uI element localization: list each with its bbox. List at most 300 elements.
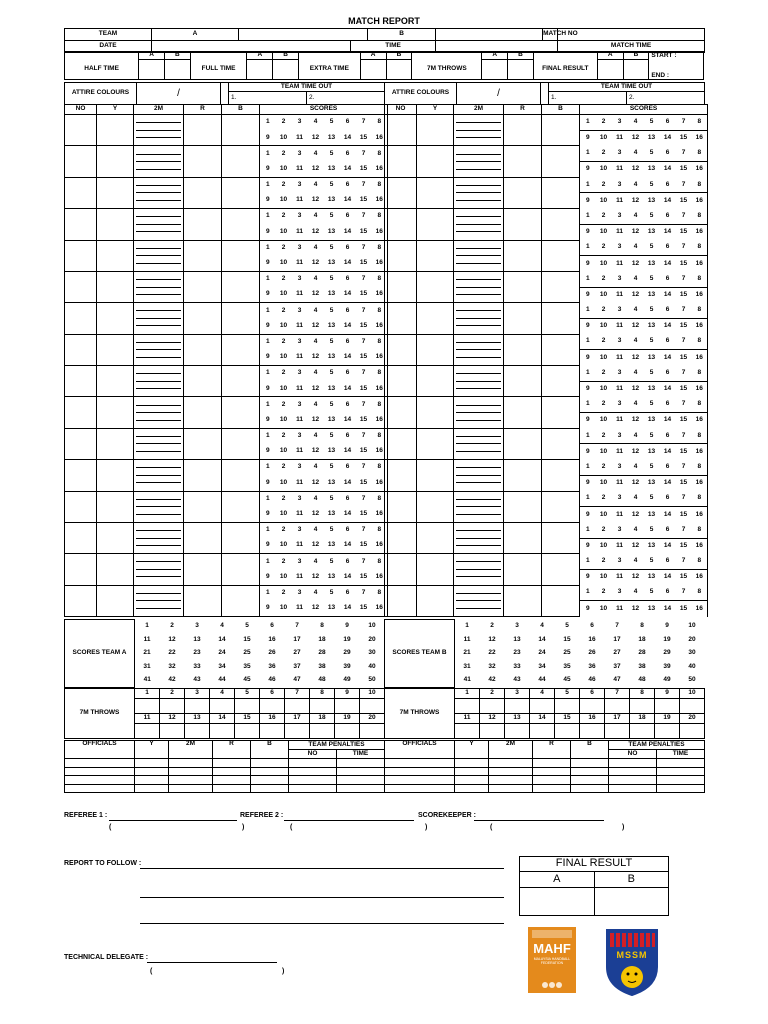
score-tick[interactable]: 15 — [679, 322, 688, 330]
score-tick[interactable]: 5 — [644, 303, 660, 319]
player-no-field[interactable] — [65, 334, 97, 365]
official-cell[interactable] — [251, 776, 289, 785]
goal-number[interactable]: 18 — [638, 635, 646, 643]
player-b-field[interactable] — [542, 177, 580, 208]
score-tick[interactable]: 12 — [308, 475, 324, 491]
goal-number[interactable]: 39 — [343, 662, 351, 670]
player-no-field[interactable] — [385, 209, 417, 240]
score-tick[interactable]: 4 — [628, 240, 644, 256]
score-tick[interactable]: 15 — [356, 130, 372, 146]
player-no-field[interactable] — [385, 428, 417, 459]
score-tick[interactable]: 5 — [329, 118, 334, 126]
goal-number[interactable]: 47 — [293, 676, 301, 684]
score-tick[interactable]: 9 — [260, 381, 276, 397]
player-r-field[interactable] — [184, 209, 222, 240]
goal-number[interactable]: 43 — [513, 676, 521, 684]
score-tick[interactable]: 5 — [644, 397, 660, 413]
player-2m-field[interactable] — [454, 428, 504, 459]
goal-number[interactable]: 11 — [143, 635, 151, 643]
score-tick[interactable]: 2 — [596, 209, 612, 225]
score-tick[interactable]: 11 — [292, 318, 308, 334]
score-tick[interactable]: 10 — [599, 604, 608, 612]
score-tick[interactable]: 15 — [356, 475, 372, 491]
score-tick[interactable]: 3 — [297, 212, 302, 220]
score-tick[interactable]: 7 — [676, 554, 692, 570]
7m-throws-b-field[interactable] — [508, 60, 534, 80]
score-tick[interactable]: 12 — [308, 287, 324, 303]
score-tick[interactable]: 6 — [345, 400, 350, 408]
score-tick[interactable]: 10 — [276, 601, 292, 617]
player-y-field[interactable] — [417, 115, 454, 146]
score-tick[interactable]: 16 — [372, 256, 388, 272]
goal-number[interactable]: 20 — [688, 635, 696, 643]
score-tick[interactable]: 9 — [260, 538, 276, 554]
player-no-field[interactable] — [65, 585, 97, 616]
official-cell[interactable] — [455, 767, 489, 776]
goal-number[interactable]: 19 — [343, 635, 351, 643]
score-tick[interactable]: 14 — [663, 259, 672, 267]
score-tick[interactable]: 6 — [660, 366, 676, 382]
score-tick[interactable]: 15 — [679, 541, 688, 549]
score-tick[interactable]: 6 — [660, 522, 676, 538]
goal-number[interactable]: 8 — [320, 622, 324, 630]
score-tick[interactable]: 5 — [329, 149, 334, 157]
official-cell[interactable] — [609, 784, 657, 793]
7m-result-field[interactable] — [555, 724, 580, 739]
score-tick[interactable]: 4 — [313, 243, 318, 251]
score-tick[interactable]: 2 — [596, 585, 612, 601]
score-tick[interactable]: 7 — [676, 146, 692, 162]
report-line-1[interactable] — [140, 868, 504, 869]
goal-number[interactable]: 14 — [218, 635, 226, 643]
goal-number[interactable]: 17 — [613, 635, 621, 643]
official-cell[interactable] — [571, 784, 609, 793]
goal-number[interactable]: 13 — [513, 635, 521, 643]
7m-result-field[interactable] — [455, 699, 480, 714]
7m-result-field[interactable] — [630, 699, 655, 714]
score-tick[interactable]: 9 — [585, 385, 590, 393]
goal-number[interactable]: 35 — [563, 662, 571, 670]
score-tick[interactable]: 3 — [612, 146, 628, 162]
score-tick[interactable]: 9 — [260, 444, 276, 460]
score-tick[interactable]: 7 — [361, 526, 366, 534]
goal-number[interactable]: 38 — [638, 662, 646, 670]
score-tick[interactable]: 3 — [612, 397, 628, 413]
7m-result-field[interactable] — [210, 724, 235, 739]
goal-number[interactable]: 15 — [563, 635, 571, 643]
score-tick[interactable]: 12 — [631, 196, 640, 204]
score-tick[interactable]: 16 — [695, 165, 703, 173]
score-tick[interactable]: 4 — [628, 491, 644, 507]
score-tick[interactable]: 14 — [663, 165, 672, 173]
score-tick[interactable]: 1 — [265, 400, 270, 408]
7m-result-field[interactable] — [360, 724, 385, 739]
score-tick[interactable]: 2 — [281, 463, 286, 471]
score-tick[interactable]: 13 — [324, 224, 340, 240]
goal-number[interactable]: 27 — [293, 649, 301, 657]
score-tick[interactable]: 2 — [281, 306, 286, 314]
score-tick[interactable]: 1 — [580, 146, 596, 162]
score-tick[interactable]: 16 — [695, 134, 703, 142]
player-r-field[interactable] — [504, 428, 542, 459]
score-tick[interactable]: 13 — [647, 165, 656, 173]
score-tick[interactable]: 5 — [644, 585, 660, 601]
score-tick[interactable]: 8 — [692, 522, 708, 538]
player-r-field[interactable] — [184, 303, 222, 334]
score-tick[interactable]: 1 — [265, 494, 270, 502]
score-tick[interactable]: 2 — [281, 275, 286, 283]
player-b-field[interactable] — [542, 397, 580, 428]
7m-result-field[interactable] — [260, 724, 285, 739]
score-tick[interactable]: 13 — [324, 162, 340, 178]
7m-result-field[interactable] — [680, 724, 705, 739]
player-y-field[interactable] — [97, 209, 134, 240]
score-tick[interactable]: 16 — [695, 416, 703, 424]
player-no-field[interactable] — [65, 303, 97, 334]
score-tick[interactable]: 1 — [580, 460, 596, 476]
score-tick[interactable]: 8 — [377, 149, 382, 157]
score-tick[interactable]: 2 — [596, 177, 612, 193]
score-tick[interactable]: 3 — [297, 275, 302, 283]
official-cell[interactable] — [657, 759, 705, 768]
score-tick[interactable]: 10 — [276, 413, 292, 429]
score-tick[interactable]: 11 — [616, 479, 623, 487]
7m-result-field[interactable] — [505, 699, 530, 714]
score-tick[interactable]: 16 — [695, 573, 703, 581]
score-tick[interactable]: 9 — [585, 353, 590, 361]
score-tick[interactable]: 12 — [631, 228, 640, 236]
official-cell[interactable] — [609, 776, 657, 785]
score-tick[interactable]: 12 — [631, 573, 640, 581]
score-tick[interactable]: 8 — [692, 271, 708, 287]
score-tick[interactable]: 16 — [372, 601, 388, 617]
official-cell[interactable] — [489, 767, 533, 776]
official-cell[interactable] — [337, 759, 385, 768]
goal-number[interactable]: 37 — [613, 662, 621, 670]
player-r-field[interactable] — [184, 554, 222, 585]
score-tick[interactable]: 5 — [644, 491, 660, 507]
official-cell[interactable] — [169, 767, 213, 776]
score-tick[interactable]: 10 — [599, 290, 608, 298]
goal-number[interactable]: 25 — [563, 649, 571, 657]
score-tick[interactable]: 8 — [377, 526, 382, 534]
score-tick[interactable]: 11 — [616, 604, 623, 612]
score-tick[interactable]: 9 — [260, 507, 276, 523]
tto-a-2-field[interactable]: 2. — [307, 92, 385, 105]
score-tick[interactable]: 5 — [329, 337, 334, 345]
official-cell[interactable] — [455, 784, 489, 793]
player-r-field[interactable] — [504, 303, 542, 334]
score-tick[interactable]: 9 — [260, 224, 276, 240]
goal-number[interactable]: 11 — [463, 635, 471, 643]
score-tick[interactable]: 13 — [647, 510, 656, 518]
score-tick[interactable]: 12 — [631, 385, 640, 393]
official-cell[interactable] — [251, 784, 289, 793]
player-y-field[interactable] — [97, 397, 134, 428]
player-no-field[interactable] — [65, 240, 97, 271]
player-2m-field[interactable] — [134, 522, 184, 553]
score-tick[interactable]: 10 — [276, 130, 292, 146]
player-no-field[interactable] — [385, 491, 417, 522]
score-tick[interactable]: 4 — [313, 588, 318, 596]
score-tick[interactable]: 1 — [580, 554, 596, 570]
official-cell[interactable] — [455, 776, 489, 785]
score-tick[interactable]: 4 — [313, 212, 318, 220]
goal-number[interactable]: 1 — [145, 622, 149, 630]
goal-number[interactable]: 32 — [168, 662, 176, 670]
attire-colours-a-field[interactable] — [137, 83, 221, 105]
score-tick[interactable]: 6 — [345, 149, 350, 157]
score-tick[interactable]: 9 — [260, 287, 276, 303]
score-tick[interactable]: 8 — [377, 306, 382, 314]
official-cell[interactable] — [213, 784, 251, 793]
official-cell[interactable] — [657, 767, 705, 776]
score-tick[interactable]: 12 — [308, 444, 324, 460]
player-r-field[interactable] — [184, 334, 222, 365]
score-tick[interactable]: 14 — [340, 413, 356, 429]
player-b-field[interactable] — [222, 177, 260, 208]
goal-number[interactable]: 34 — [218, 662, 226, 670]
official-cell[interactable] — [385, 767, 455, 776]
score-tick[interactable]: 10 — [276, 381, 292, 397]
score-tick[interactable]: 5 — [644, 522, 660, 538]
goal-number[interactable]: 31 — [143, 662, 151, 670]
goal-number[interactable]: 43 — [193, 676, 201, 684]
player-2m-field[interactable] — [454, 146, 504, 177]
player-y-field[interactable] — [417, 146, 454, 177]
score-tick[interactable]: 6 — [345, 557, 350, 565]
player-r-field[interactable] — [504, 177, 542, 208]
score-tick[interactable]: 3 — [612, 209, 628, 225]
goal-number[interactable]: 48 — [318, 676, 326, 684]
player-2m-field[interactable] — [454, 491, 504, 522]
player-y-field[interactable] — [97, 146, 134, 177]
score-tick[interactable]: 8 — [692, 240, 708, 256]
player-no-field[interactable] — [65, 554, 97, 585]
score-tick[interactable]: 15 — [679, 353, 688, 361]
player-2m-field[interactable] — [134, 428, 184, 459]
score-tick[interactable]: 3 — [612, 240, 628, 256]
player-b-field[interactable] — [542, 428, 580, 459]
score-tick[interactable]: 11 — [292, 601, 308, 617]
score-tick[interactable]: 14 — [663, 479, 672, 487]
score-tick[interactable]: 3 — [297, 149, 302, 157]
score-tick[interactable]: 15 — [356, 381, 372, 397]
score-tick[interactable]: 11 — [292, 162, 308, 178]
goal-number[interactable]: 33 — [513, 662, 521, 670]
player-no-field[interactable] — [65, 460, 97, 491]
score-tick[interactable]: 1 — [265, 275, 270, 283]
goal-number[interactable]: 2 — [490, 622, 494, 630]
score-tick[interactable]: 1 — [265, 212, 270, 220]
score-tick[interactable]: 15 — [679, 196, 688, 204]
score-tick[interactable]: 1 — [580, 491, 596, 507]
score-tick[interactable]: 10 — [276, 569, 292, 585]
score-tick[interactable]: 11 — [292, 569, 308, 585]
official-cell[interactable] — [489, 784, 533, 793]
player-2m-field[interactable] — [454, 397, 504, 428]
7m-result-field[interactable] — [605, 699, 630, 714]
player-no-field[interactable] — [385, 146, 417, 177]
score-tick[interactable]: 4 — [628, 177, 644, 193]
score-tick[interactable]: 2 — [596, 334, 612, 350]
score-tick[interactable]: 10 — [599, 259, 608, 267]
goal-number[interactable]: 50 — [688, 676, 696, 684]
score-tick[interactable]: 11 — [616, 290, 623, 298]
score-tick[interactable]: 16 — [695, 322, 703, 330]
score-tick[interactable]: 16 — [372, 224, 388, 240]
goal-number[interactable]: 4 — [540, 622, 544, 630]
referee1-signature-line[interactable] — [109, 820, 237, 821]
score-tick[interactable]: 6 — [345, 181, 350, 189]
score-tick[interactable]: 6 — [345, 526, 350, 534]
official-cell[interactable] — [65, 767, 135, 776]
official-cell[interactable] — [135, 759, 169, 768]
goal-number[interactable]: 47 — [613, 676, 621, 684]
score-tick[interactable]: 1 — [265, 306, 270, 314]
score-tick[interactable]: 12 — [308, 318, 324, 334]
score-tick[interactable]: 8 — [692, 366, 708, 382]
score-tick[interactable]: 7 — [676, 428, 692, 444]
score-tick[interactable]: 10 — [599, 510, 608, 518]
score-tick[interactable]: 7 — [676, 491, 692, 507]
score-tick[interactable]: 8 — [377, 400, 382, 408]
score-tick[interactable]: 6 — [345, 432, 350, 440]
goal-number[interactable]: 36 — [268, 662, 276, 670]
score-tick[interactable]: 9 — [260, 193, 276, 209]
7m-result-field[interactable] — [135, 724, 160, 739]
score-tick[interactable]: 15 — [356, 507, 372, 523]
score-tick[interactable]: 14 — [340, 381, 356, 397]
score-tick[interactable]: 4 — [628, 460, 644, 476]
score-tick[interactable]: 15 — [679, 228, 688, 236]
player-y-field[interactable] — [97, 240, 134, 271]
score-tick[interactable]: 5 — [329, 243, 334, 251]
scorekeeper-signature-line[interactable] — [474, 820, 604, 821]
score-tick[interactable]: 13 — [324, 601, 340, 617]
player-b-field[interactable] — [222, 334, 260, 365]
full-time-a-field[interactable] — [247, 60, 273, 80]
goal-number[interactable]: 33 — [193, 662, 201, 670]
player-y-field[interactable] — [417, 397, 454, 428]
score-tick[interactable]: 10 — [276, 162, 292, 178]
score-tick[interactable]: 12 — [308, 413, 324, 429]
score-tick[interactable]: 11 — [616, 322, 623, 330]
score-tick[interactable]: 1 — [265, 369, 270, 377]
score-tick[interactable]: 10 — [276, 350, 292, 366]
score-tick[interactable]: 7 — [361, 243, 366, 251]
score-tick[interactable]: 6 — [660, 585, 676, 601]
goal-number[interactable]: 5 — [245, 622, 249, 630]
score-tick[interactable]: 15 — [679, 604, 688, 612]
score-tick[interactable]: 7 — [361, 557, 366, 565]
goal-number[interactable]: 14 — [538, 635, 546, 643]
score-tick[interactable]: 1 — [580, 366, 596, 382]
score-tick[interactable]: 9 — [585, 259, 590, 267]
score-tick[interactable]: 13 — [647, 196, 656, 204]
score-tick[interactable]: 8 — [692, 491, 708, 507]
player-y-field[interactable] — [417, 303, 454, 334]
player-y-field[interactable] — [417, 522, 454, 553]
score-tick[interactable]: 9 — [260, 130, 276, 146]
score-tick[interactable]: 8 — [692, 460, 708, 476]
score-tick[interactable]: 14 — [340, 130, 356, 146]
player-r-field[interactable] — [504, 460, 542, 491]
score-tick[interactable]: 6 — [660, 303, 676, 319]
score-tick[interactable]: 15 — [356, 193, 372, 209]
score-tick[interactable]: 10 — [599, 196, 608, 204]
player-b-field[interactable] — [542, 209, 580, 240]
score-tick[interactable]: 4 — [628, 334, 644, 350]
7m-throws-a-field[interactable] — [482, 60, 508, 80]
score-tick[interactable]: 6 — [660, 491, 676, 507]
score-tick[interactable]: 8 — [692, 428, 708, 444]
score-tick[interactable]: 5 — [329, 557, 334, 565]
score-tick[interactable]: 11 — [292, 538, 308, 554]
7m-result-field[interactable] — [185, 699, 210, 714]
score-tick[interactable]: 7 — [361, 212, 366, 220]
goal-number[interactable]: 21 — [463, 649, 471, 657]
goal-number[interactable]: 4 — [220, 622, 224, 630]
goal-number[interactable]: 46 — [588, 676, 596, 684]
score-tick[interactable]: 3 — [612, 585, 628, 601]
player-r-field[interactable] — [504, 334, 542, 365]
score-tick[interactable]: 9 — [585, 228, 590, 236]
score-tick[interactable]: 12 — [308, 193, 324, 209]
7m-result-field[interactable] — [285, 724, 310, 739]
official-cell[interactable] — [609, 759, 657, 768]
extra-time-b-field[interactable] — [386, 60, 412, 80]
score-tick[interactable]: 4 — [313, 337, 318, 345]
score-tick[interactable]: 10 — [276, 475, 292, 491]
tto-a-1-field[interactable]: 1. — [229, 92, 307, 105]
goal-number[interactable]: 21 — [143, 649, 151, 657]
player-r-field[interactable] — [184, 240, 222, 271]
score-tick[interactable]: 13 — [324, 444, 340, 460]
score-tick[interactable]: 2 — [596, 460, 612, 476]
7m-result-field[interactable] — [310, 724, 335, 739]
score-tick[interactable]: 13 — [324, 287, 340, 303]
score-tick[interactable]: 13 — [324, 569, 340, 585]
score-tick[interactable]: 9 — [260, 162, 276, 178]
score-tick[interactable]: 3 — [297, 118, 302, 126]
player-r-field[interactable] — [184, 428, 222, 459]
score-tick[interactable]: 10 — [276, 444, 292, 460]
official-cell[interactable] — [533, 776, 571, 785]
score-tick[interactable]: 15 — [679, 165, 688, 173]
goal-number[interactable]: 1 — [465, 622, 469, 630]
score-tick[interactable]: 9 — [585, 290, 590, 298]
player-no-field[interactable] — [65, 115, 97, 146]
half-time-b-field[interactable] — [164, 60, 190, 80]
goal-number[interactable]: 9 — [345, 622, 349, 630]
player-r-field[interactable] — [184, 585, 222, 616]
official-cell[interactable] — [65, 759, 135, 768]
goal-number[interactable]: 49 — [343, 676, 351, 684]
score-tick[interactable]: 13 — [647, 447, 656, 455]
score-tick[interactable]: 16 — [372, 350, 388, 366]
player-2m-field[interactable] — [454, 585, 504, 616]
score-tick[interactable]: 7 — [676, 460, 692, 476]
score-tick[interactable]: 7 — [676, 522, 692, 538]
player-b-field[interactable] — [222, 271, 260, 302]
score-tick[interactable]: 14 — [663, 416, 672, 424]
official-cell[interactable] — [337, 767, 385, 776]
score-tick[interactable]: 15 — [356, 162, 372, 178]
score-tick[interactable]: 15 — [356, 413, 372, 429]
score-tick[interactable]: 5 — [329, 369, 334, 377]
player-b-field[interactable] — [542, 334, 580, 365]
